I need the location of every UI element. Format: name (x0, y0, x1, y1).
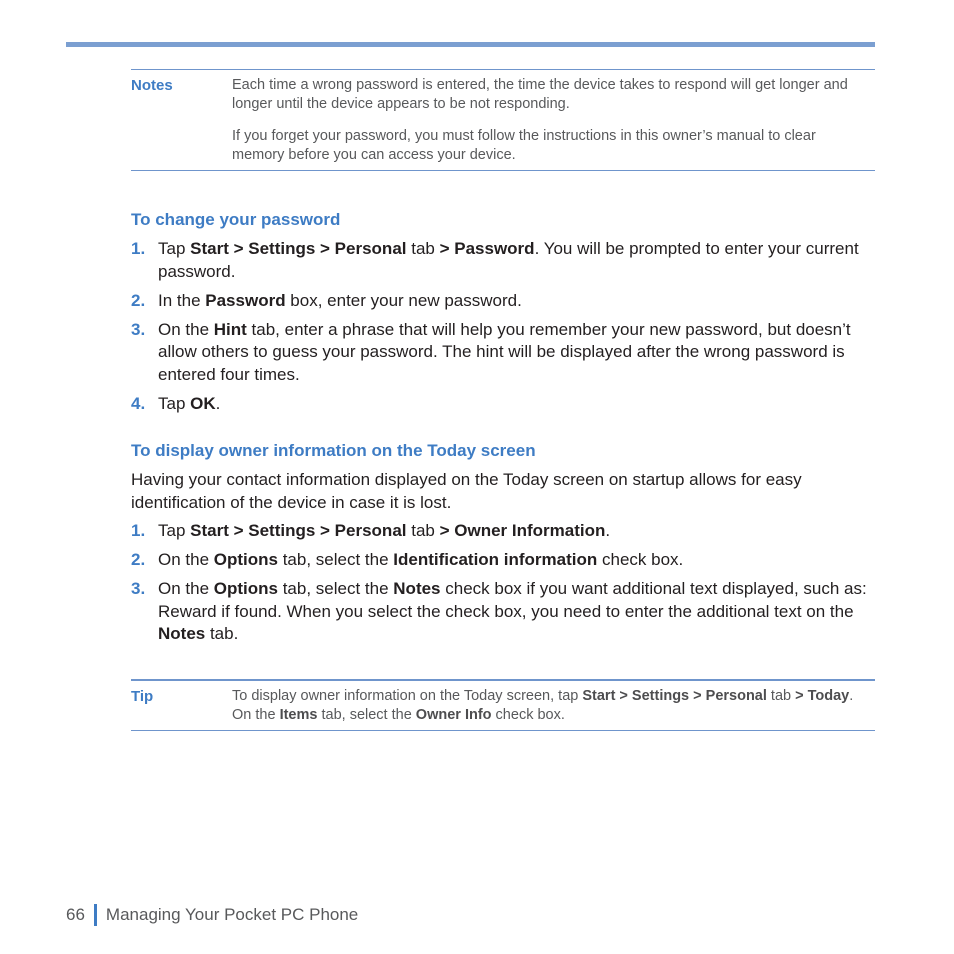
bold-term: Start > Settings > Personal (190, 521, 407, 540)
text-run: To display owner information on the Today screen, tap (232, 688, 583, 704)
text-run: . You will be prompted to enter your current password. (158, 239, 859, 281)
page-footer (66, 904, 358, 926)
tip-body (232, 687, 872, 725)
step-text (158, 239, 859, 281)
text-run: On the (158, 550, 214, 569)
step-text (158, 521, 610, 540)
bold-term: > Today (795, 688, 850, 704)
chapter-title: Managing Your Pocket PC Phone (105, 905, 359, 924)
owner-info-steps (131, 520, 873, 652)
text-run: On the (158, 579, 214, 598)
notes-box (131, 69, 875, 171)
text-run: tab, select the (317, 707, 416, 723)
bold-term: Start > Settings > Personal (582, 688, 767, 704)
bold-term: OK (190, 393, 216, 413)
text-run: check box. (597, 550, 684, 569)
text-run: tab, select the (277, 550, 394, 569)
step-item (131, 549, 873, 572)
tip-box (131, 679, 875, 731)
text-run: tab. (205, 624, 239, 643)
step-text (158, 394, 220, 413)
text-run: . On the (232, 688, 854, 723)
footer-separator (94, 904, 97, 926)
notes-paragraph-2: If you forget your password, you must follow the instructions in this owner’s manual to clear memory before you can access your device. (232, 128, 816, 163)
change-password-steps (131, 238, 873, 422)
notes-body (232, 76, 872, 165)
bold-term: Hint (213, 319, 247, 339)
step-text (158, 320, 851, 384)
text-run: tab, select the (277, 579, 394, 598)
heading-change-password: To change your password (131, 210, 341, 229)
text-run: Tap (158, 239, 191, 258)
step-number: 1. (131, 239, 146, 258)
text-run: On the (158, 319, 214, 339)
text-run: box, enter your new password. (285, 290, 522, 310)
top-rule (66, 42, 875, 47)
step-text (158, 291, 522, 310)
step-number: 2. (131, 550, 146, 569)
step-number: 1. (131, 521, 146, 540)
step-number: 2. (131, 290, 146, 310)
notes-label: Notes (131, 77, 173, 94)
step-item (131, 238, 873, 283)
text-run: tab, enter a phrase that will help you remember your new password, but doesn’t allow others to guess your password. The hint will be displayed after the wrong password is entered four times. (158, 319, 851, 384)
text-run: tab (766, 688, 796, 704)
text-run: tab (406, 239, 440, 258)
step-number: 3. (131, 319, 146, 339)
owner-info-intro: Having your contact information displayed on the Today screen on startup allows for easy identification of the device in case it is lost. (131, 470, 802, 512)
tip-label: Tip (131, 688, 154, 705)
bold-term: > Owner Information (439, 521, 606, 540)
page-number: 66 (66, 905, 85, 924)
bold-term: Notes (393, 579, 441, 598)
step-item (131, 578, 873, 646)
bold-term: Password (205, 290, 286, 310)
bold-term: Identification information (393, 550, 598, 569)
bold-term: > Password (439, 239, 535, 258)
text-run: Tap (158, 393, 191, 413)
text-run: check box if you want additional text displayed, such as: Reward if found. When you select the check box, you need to enter the additional text on the (158, 579, 867, 621)
notes-paragraph-1: Each time a wrong password is entered, the time the device takes to respond will get longer and longer until the device appears to be not responding. (232, 77, 848, 112)
step-number: 3. (131, 579, 146, 598)
bold-term: Owner Info (415, 707, 492, 723)
bold-term: Notes (158, 624, 206, 643)
step-item (131, 290, 873, 313)
tip-text (232, 687, 872, 725)
step-item (131, 393, 873, 416)
text-run: tab (406, 521, 440, 540)
step-text (158, 550, 683, 569)
text-run: . (215, 393, 221, 413)
bold-term: Start > Settings > Personal (190, 239, 407, 258)
step-text (158, 579, 867, 643)
step-item (131, 319, 873, 387)
bold-term: Options (213, 579, 278, 598)
bold-term: Options (213, 550, 278, 569)
text-run: . (605, 521, 611, 540)
heading-owner-information: To display owner information on the Today screen (131, 441, 536, 460)
step-item (131, 520, 873, 543)
text-run: check box. (491, 707, 565, 723)
bold-term: Items (279, 707, 318, 723)
text-run: Tap (158, 521, 191, 540)
text-run: In the (158, 290, 206, 310)
step-number: 4. (131, 393, 146, 413)
